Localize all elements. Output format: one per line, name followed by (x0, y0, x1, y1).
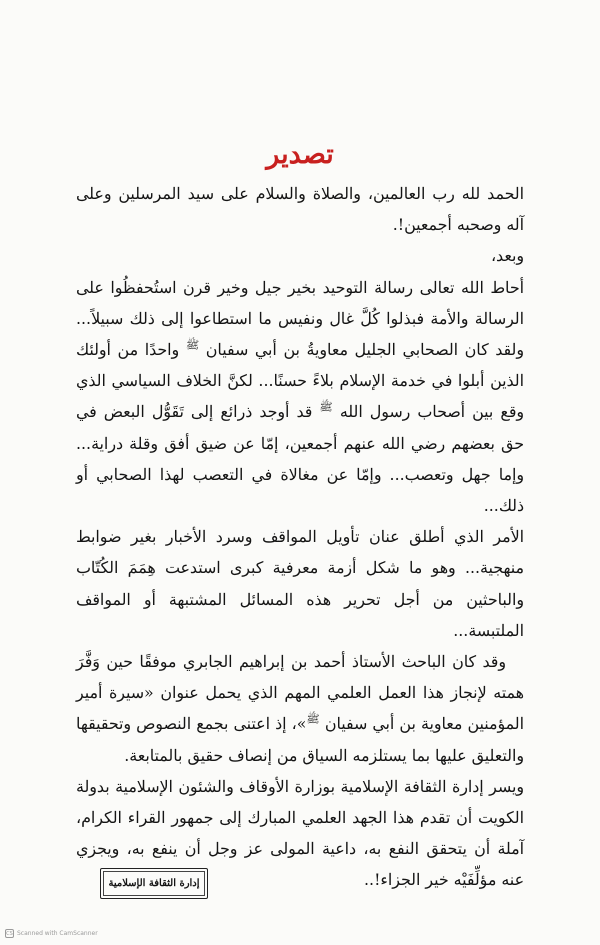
scanner-watermark-text: Scanned with CamScanner (17, 930, 98, 937)
body-text (76, 178, 524, 896)
paragraph-intro-cont: واحدًا من أولئك الذين أبلوا في خدمة الإسلام بلاءً حسنًا... لكنَّ الخلاف السياسي الذي وقع بين أصحاب رسول الله (76, 340, 525, 422)
paragraph-researcher-end: »، إذ اعتنى بجمع النصوص وتحقيقها والتعليق عليها بما يستلزمه السياق من إنصاف حقيق بالمتابعة. (76, 714, 524, 765)
paragraph-researcher-text: وقد كان الباحث الأستاذ أحمد بن إبراهيم الجابري موفقًا حين وَفَّرَ همته لإنجاز هذا العمل العلمي المهم الذي يحمل عنوان «سيرة أمير المؤمنين معاوية بن أبي سفيان (76, 652, 524, 734)
paragraph-intro-end: قد أوجد ذرائع إلى تَقَوُّل البعض في حق بعضهم رضي الله عنهم أجمعين، إمّا عن ضيق أفق وقلة دراية... وإما جهل وتعصب... وإمّا عن مغالاة في التعصب لهذا الصحابي أو ذلك... (76, 402, 524, 516)
paragraph-closing: ويسر إدارة الثقافة الإسلامية بوزارة الأوقاف والشئون الإسلامية بدولة الكويت أن تقدم هذا الجهد العلمي المبارك إلى جمهور القراء الكرام، آملة أن يتحقق النفع به، داعية المولى عز وجل أن ينفع به، ويجزي عنه مؤلِّفَيْه خير الجزاء!.. (76, 776, 524, 890)
publisher-stamp (100, 868, 208, 899)
paragraph-consequence: الأمر الذي أطلق عنان تأويل المواقف وسرد الأخبار بغير ضوابط منهجية... وهو ما شكل أزمة معرفية كبرى استدعت هِمَمَ الكُتّاب والباحثين من أجل تحرير هذه المسائل المشتبهة أو المواقف الملتبسة... (76, 527, 524, 640)
paragraph-intro-text: أحاط الله تعالى رسالة التوحيد بخير جيل وخير قرن استُحفظُوا على الرسالة والأمة فبذلوا كُلَّ غال ونفيس ما استطاعوا إلى ذلك سبيلاً... ولقد كان الصحابي الجليل معاويةُ بن أبي سفيان (76, 277, 524, 360)
paragraph-researcher (76, 646, 524, 771)
page-title: تصدير (266, 139, 334, 170)
scanner-watermark (5, 929, 98, 938)
honorific-radiya-2: ﷺ (306, 713, 320, 727)
honorific-radiya: ﷺ (185, 338, 200, 352)
camscanner-icon: CS (6, 931, 13, 937)
paragraph-wabaad: وبعد، (490, 246, 524, 266)
honorific-salla: ﷺ (319, 401, 333, 415)
paragraph-intro (76, 272, 524, 522)
stamp-text: إدارة الثقافة الإسلامية (108, 878, 200, 889)
paragraph-opening: الحمد لله رب العالمين، والصلاة والسلام على سيد المرسلين وعلى آله وصحبه أجمعين!. (76, 184, 524, 235)
